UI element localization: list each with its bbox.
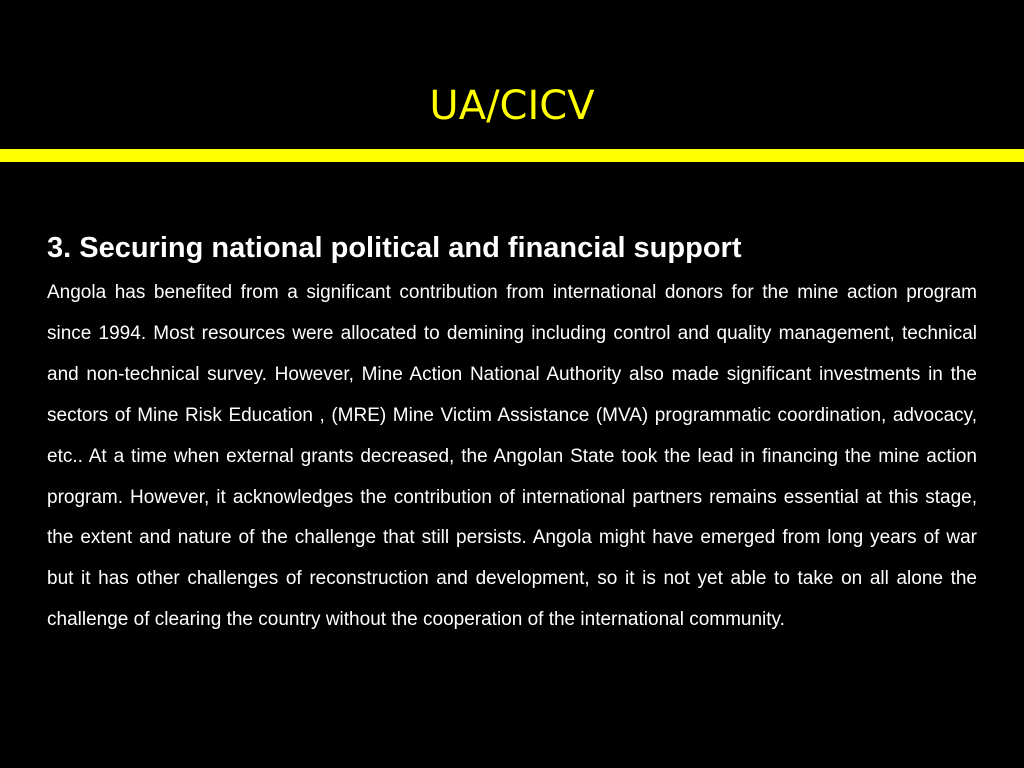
body-paragraph: Angola has benefited from a significant contribution from international donors for the mine action program since 1994. Most resources were allocated to demining including control and quality management, technical and non-technical survey. However, Mine Action National Authority also made significant investments in the sectors of Mine Risk Education , (MRE) Mine Victim Assistance (MVA) programmatic coordination, advocacy, etc.. At a time when external grants decreased, the Angolan State took the lead in financing the mine action program. However, it acknowledges the contribution of international partners remains essential at this stage, the extent and nature of the challenge that still persists. Angola might have emerged from long years of war but it has other challenges of reconstruction and development, so it is not yet able to take on all alone the challenge of clearing the country without the cooperation of the international community. <box>47 282 977 631</box>
slide-title: UA/CICV <box>429 83 595 129</box>
section-heading: 3. Securing national political and financial support <box>47 232 742 264</box>
title-divider <box>0 149 1024 162</box>
